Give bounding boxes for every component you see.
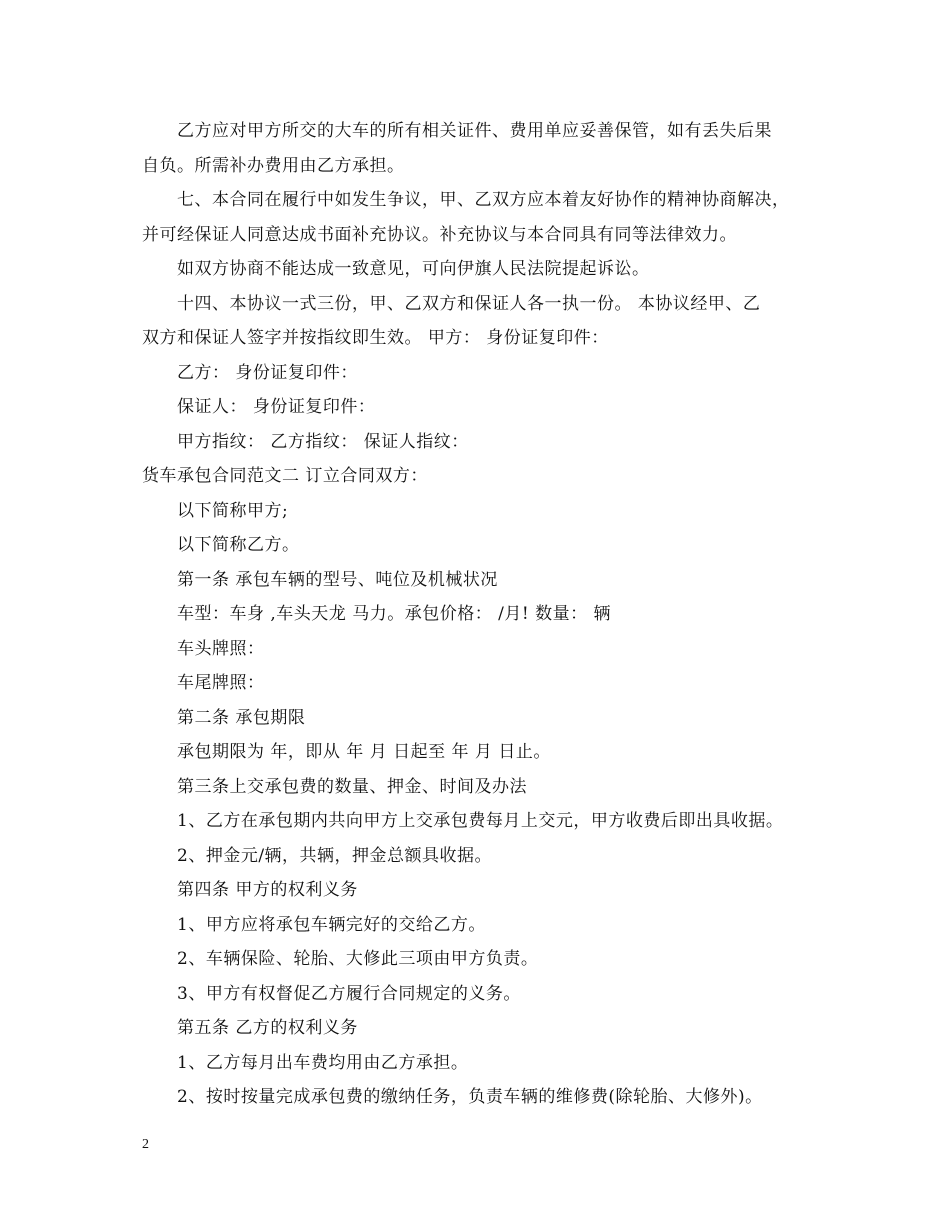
text-line: 自负。所需补办费用由乙方承担。	[142, 155, 405, 176]
text-line: 以下简称乙方。	[177, 535, 300, 555]
text-line: 如双方协商不能达成一致意见，可向伊旗人民法院提起诉讼。	[177, 259, 650, 279]
text-line: 第三条上交承包费的数量、押金、时间及办法	[177, 776, 527, 797]
text-line: 十四、本协议一式三份，甲、乙双方和保证人各一执一份。 本协议经甲、乙	[177, 293, 761, 314]
text-line: 1、乙方每月出车费均用由乙方承担。	[177, 1052, 469, 1073]
page-number: 2	[142, 1137, 149, 1152]
document-body	[142, 114, 822, 1115]
text-line: 3、甲方有权督促乙方履行合同规定的义务。	[177, 983, 521, 1004]
text-line: 保证人： 身份证复印件：	[177, 397, 376, 417]
text-line: 1、乙方在承包期内共向甲方上交承包费每月上交元，甲方收费后即出具收据。	[177, 811, 784, 831]
text-line: 货车承包合同范文二 订立合同双方：	[142, 466, 428, 486]
text-line: 双方和保证人签字并按指纹即生效。 甲方： 身份证复印件：	[142, 328, 609, 348]
text-line: 1、甲方应将承包车辆完好的交给乙方。	[177, 914, 486, 935]
text-line: 车头牌照：	[177, 638, 265, 659]
text-line: 2、押金元/辆，共辆，押金总额具收据。	[177, 845, 493, 866]
text-line: 七、本合同在履行中如发生争议，甲、乙双方应本着友好协作的精神协商解决，	[177, 190, 790, 210]
text-line: 承包期限为 年，即从 年 月 日起至 年 月 日止。	[177, 742, 551, 762]
text-line: 第五条 乙方的权利义务	[177, 1018, 358, 1038]
text-line: 以下简称甲方;	[177, 500, 289, 521]
text-line: 甲方指纹： 乙方指纹： 保证人指纹：	[177, 431, 469, 452]
text-line: 车型：车身 ,车头天龙 马力。承包价格： /月! 数量： 辆	[177, 604, 611, 624]
text-line: 乙方： 身份证复印件：	[177, 362, 358, 383]
text-line: 第一条 承包车辆的型号、吨位及机械状况	[177, 569, 498, 590]
text-line: 乙方应对甲方所交的大车的所有相关证件、费用单应妥善保管，如有丢失后果	[177, 121, 772, 141]
text-line: 2、车辆保险、轮胎、大修此三项由甲方负责。	[177, 949, 539, 969]
text-line: 并可经保证人同意达成书面补充协议。补充协议与本合同具有同等法律效力。	[142, 224, 737, 245]
text-line: 2、按时按量完成承包费的缴纳任务，负责车辆的维修费(除轮胎、大修外)。	[177, 1087, 763, 1107]
text-line: 车尾牌照：	[177, 673, 265, 693]
text-line: 第二条 承包期限	[177, 707, 306, 728]
text-line: 第四条 甲方的权利义务	[177, 880, 358, 900]
